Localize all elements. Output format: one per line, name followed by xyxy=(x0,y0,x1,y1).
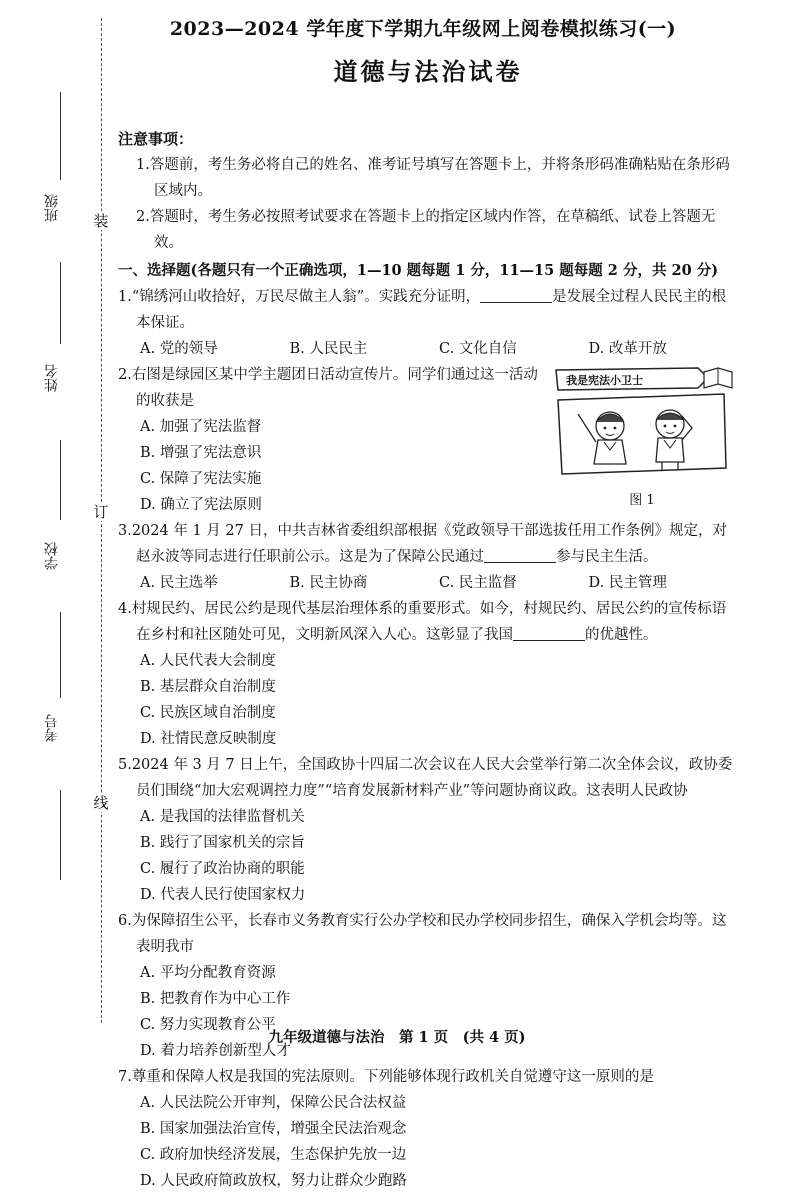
option-a: A. 是我国的法律监督机关 xyxy=(140,809,305,825)
question-2 xyxy=(118,362,738,518)
option-b: B. 基层群众自治制度 xyxy=(140,679,276,695)
exam-number-field-label: 考号 xyxy=(44,714,60,742)
option-c: C. 民族区域自治制度 xyxy=(140,705,276,721)
binding-word-ding: 订 xyxy=(93,503,109,521)
option-d: D. 人民政府简政放权，努力让群众少跑路 xyxy=(140,1173,407,1189)
option-a: A. 人民法院公开审判，保障公民合法权益 xyxy=(140,1095,407,1111)
option-c: C. 履行了政治协商的职能 xyxy=(140,861,305,877)
option-c: C. 政府加快经济发展，生态保护先放一边 xyxy=(140,1147,407,1163)
question-2-stem: 2.右图是绿园区某中学主题团日活动宣传片。同学们通过这一活动的收获是 xyxy=(118,367,538,409)
option-d: D. 着力培养创新型人才 xyxy=(140,1043,291,1059)
question-4-stem xyxy=(118,596,738,648)
option-a: A. 党的领导 xyxy=(140,341,218,357)
banner-text: 我是宪法小卫士 xyxy=(566,374,643,387)
name-field xyxy=(40,262,80,392)
option-d: D. 确立了宪法原则 xyxy=(140,497,262,513)
section-heading: 一、选择题(各题只有一个正确选项，1—10 题每题 1 分，11—15 题每题 2 分，共 20 分) xyxy=(118,262,719,279)
note-item: 1.答题前，考生务必将自己的姓名、准考证号填写在答题卡上，并将条形码准确粘贴在条形码区域内。 xyxy=(136,157,730,199)
question-3-options xyxy=(118,570,738,596)
school-field-label: 学校 xyxy=(44,542,60,570)
extra-field-line xyxy=(60,790,61,880)
class-field xyxy=(40,92,80,222)
question-4-options xyxy=(118,648,738,752)
question-6-stem: 6.为保障招生公平，长春市义务教育实行公办学校和民办学校同步招生，确保入学机会均等。这表明我市 xyxy=(118,913,727,955)
class-field-label: 班级 xyxy=(44,194,60,222)
option-c: C. 努力实现教育公平 xyxy=(140,1017,276,1033)
exam-content xyxy=(118,14,738,1194)
name-field-line xyxy=(60,262,61,344)
answer-blank xyxy=(480,286,552,303)
option-b: B. 人民民主 xyxy=(289,341,368,357)
extra-field xyxy=(40,790,80,880)
exam-number-field xyxy=(40,612,80,742)
option-b: B. 民主协商 xyxy=(289,575,368,591)
option-c: C. 民主监督 xyxy=(439,575,517,591)
figure-caption: 图 1 xyxy=(629,493,655,508)
question-7-stem: 7.尊重和保障人权是我国的宪法原则。下列能够体现行政机关自觉遵守这一原则的是 xyxy=(118,1069,654,1085)
option-a: A. 平均分配教育资源 xyxy=(140,965,276,981)
question-7-options xyxy=(118,1090,738,1194)
school-field xyxy=(40,440,80,570)
option-c: C. 文化自信 xyxy=(439,341,517,357)
option-a: A. 民主选举 xyxy=(140,575,218,591)
option-d: D. 民主管理 xyxy=(588,575,667,591)
constitution-guardian-illustration xyxy=(548,364,736,484)
page-footer: 九年级道德与法治 第 1 页 (共 4 页) xyxy=(268,1029,526,1046)
binding-word-xian: 线 xyxy=(93,794,109,812)
question-3-stem xyxy=(118,518,738,570)
option-c: C. 保障了宪法实施 xyxy=(140,471,262,487)
question-1-stem-part-b: 是发展全过程人民民主的根本保证。 xyxy=(136,289,727,331)
answer-blank xyxy=(484,546,556,563)
answer-blank xyxy=(513,624,585,641)
question-6-options xyxy=(118,960,738,1064)
option-b: B. 国家加强法治宣传，增强全民法治观念 xyxy=(140,1121,407,1137)
question-1-stem-part-a: 1.“锦绣河山收拾好，万民尽做主人翁”。实践充分证明， xyxy=(118,289,481,305)
question-4-stem-part-b: 的优越性。 xyxy=(585,627,658,643)
question-5-stem: 5.2024 年 3 月 7 日上午，全国政协十四届二次会议在人民大会堂举行第二次全体会议，政协委员们围绕“加大宏观调控力度”“培育发展新材料产业”等问题协商议政。这表明人民政协 xyxy=(118,757,733,799)
option-b: B. 增强了宪法意识 xyxy=(140,445,262,461)
option-d: D. 社情民意反映制度 xyxy=(140,731,277,747)
option-b: B. 践行了国家机关的宗旨 xyxy=(140,835,305,851)
notes-heading: 注意事项： xyxy=(118,130,194,148)
class-field-line xyxy=(60,92,61,180)
exam-subject-title: 道德与法治试卷 xyxy=(333,57,523,86)
option-d: D. 代表人民行使国家权力 xyxy=(140,887,306,903)
question-1-stem xyxy=(118,284,738,336)
question-3-stem-part-a: 3.2024 年 1 月 27 日，中共吉林省委组织部根据《党政领导干部选拔任用工作条例》规定，对赵永波等同志进行任职前公示。这是为了保障公民通过 xyxy=(118,523,727,565)
option-a: A. 人民代表大会制度 xyxy=(140,653,276,669)
figure-1 xyxy=(548,364,736,508)
name-field-label: 姓名 xyxy=(44,364,60,392)
binding-word-zhuang: 装 xyxy=(93,212,109,230)
question-3-stem-part-b: 参与民主生活。 xyxy=(556,549,658,565)
question-1-options xyxy=(118,336,738,362)
option-b: B. 把教育作为中心工作 xyxy=(140,991,291,1007)
question-4-stem-part-a: 4.村规民约、居民公约是现代基层治理体系的重要形式。如今，村规民约、居民公约的宣传标语在乡村和社区随处可见，文明新风深入人心。这彰显了我国 xyxy=(118,601,727,643)
option-d: D. 改革开放 xyxy=(588,341,667,357)
exam-title: 2023—2024 学年度下学期九年级网上阅卷模拟练习(一) xyxy=(169,18,677,40)
question-5-options xyxy=(118,804,738,908)
school-field-line xyxy=(60,440,61,520)
note-item: 2.答题时，考生务必按照考试要求在答题卡上的指定区域内作答，在草稿纸、试卷上答题无效。 xyxy=(136,209,716,251)
option-a: A. 加强了宪法监督 xyxy=(140,419,262,435)
exam-number-field-line xyxy=(60,612,61,698)
